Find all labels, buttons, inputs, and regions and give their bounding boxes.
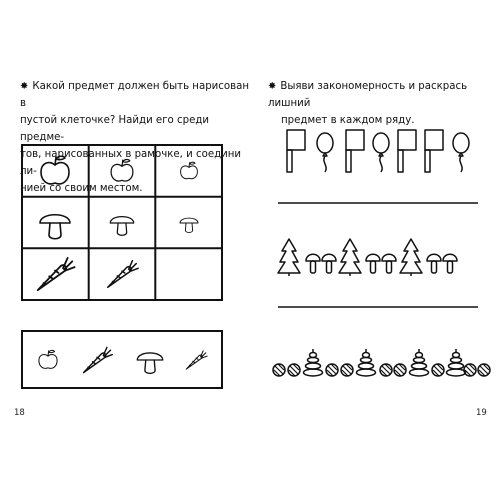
apple-icon: [41, 156, 69, 184]
pyramid-toy-icon: [304, 349, 323, 376]
apple-icon: [111, 159, 133, 181]
option-carrot-icon: [84, 347, 113, 372]
left-task-line-3: тов, нарисованных в рамочке, и соедини ли-: [20, 149, 242, 177]
ball-icon: [326, 364, 338, 376]
page-number-right: 19: [476, 408, 487, 418]
tree-icon: [278, 239, 300, 276]
bullet-star-icon: ✸: [268, 81, 277, 92]
left-task-line-2: пустой клеточке? Найди его среди предме-: [20, 115, 210, 143]
apple-icon: [181, 162, 198, 179]
mushroom-icon: [443, 254, 457, 273]
mushroom-icon: [322, 254, 336, 273]
carrot-icon: [38, 258, 75, 290]
mushroom-icon: [427, 254, 441, 273]
mushroom-icon: [306, 254, 320, 273]
bullet-star-icon: ✸: [20, 81, 29, 92]
balloon-icon: [317, 133, 333, 172]
option-carrot-icon: [186, 351, 207, 369]
ball-icon: [478, 364, 490, 376]
mushroom-icon: [40, 215, 70, 239]
option-mushroom-icon: [137, 353, 163, 373]
flag-icon: [398, 130, 416, 172]
pyramid-toy-icon: [357, 349, 376, 376]
balloon-icon: [373, 133, 389, 172]
right-task-line-2: предмет в каждом ряду.: [281, 115, 415, 126]
ball-icon: [432, 364, 444, 376]
pyramid-toy-icon: [410, 349, 429, 376]
ball-icon: [341, 364, 353, 376]
page-number-left: 18: [14, 408, 25, 418]
mushroom-icon: [366, 254, 380, 273]
tree-icon: [400, 239, 422, 276]
flag-icon: [287, 130, 305, 172]
flag-icon: [346, 130, 364, 172]
tree-icon: [339, 239, 361, 276]
mushroom-icon: [110, 217, 133, 236]
answer-frame: [22, 331, 222, 388]
ball-icon: [273, 364, 285, 376]
mushroom-icon: [180, 218, 198, 232]
left-task-line-4: нией со своим местом.: [20, 183, 143, 194]
right-task-line-1: ✸ Выяви закономерность и раскрась лишний: [268, 81, 468, 109]
carrot-icon: [108, 261, 138, 288]
ball-icon: [380, 364, 392, 376]
option-apple-icon: [39, 350, 57, 368]
mushroom-icon: [382, 254, 396, 273]
ball-icon: [464, 364, 476, 376]
ball-icon: [288, 364, 300, 376]
ball-icon: [394, 364, 406, 376]
pyramid-toy-icon: [447, 349, 466, 376]
left-task-line-1: ✸ Какой предмет должен быть нарисован в: [20, 81, 250, 109]
flag-icon: [425, 130, 443, 172]
balloon-icon: [453, 133, 469, 172]
